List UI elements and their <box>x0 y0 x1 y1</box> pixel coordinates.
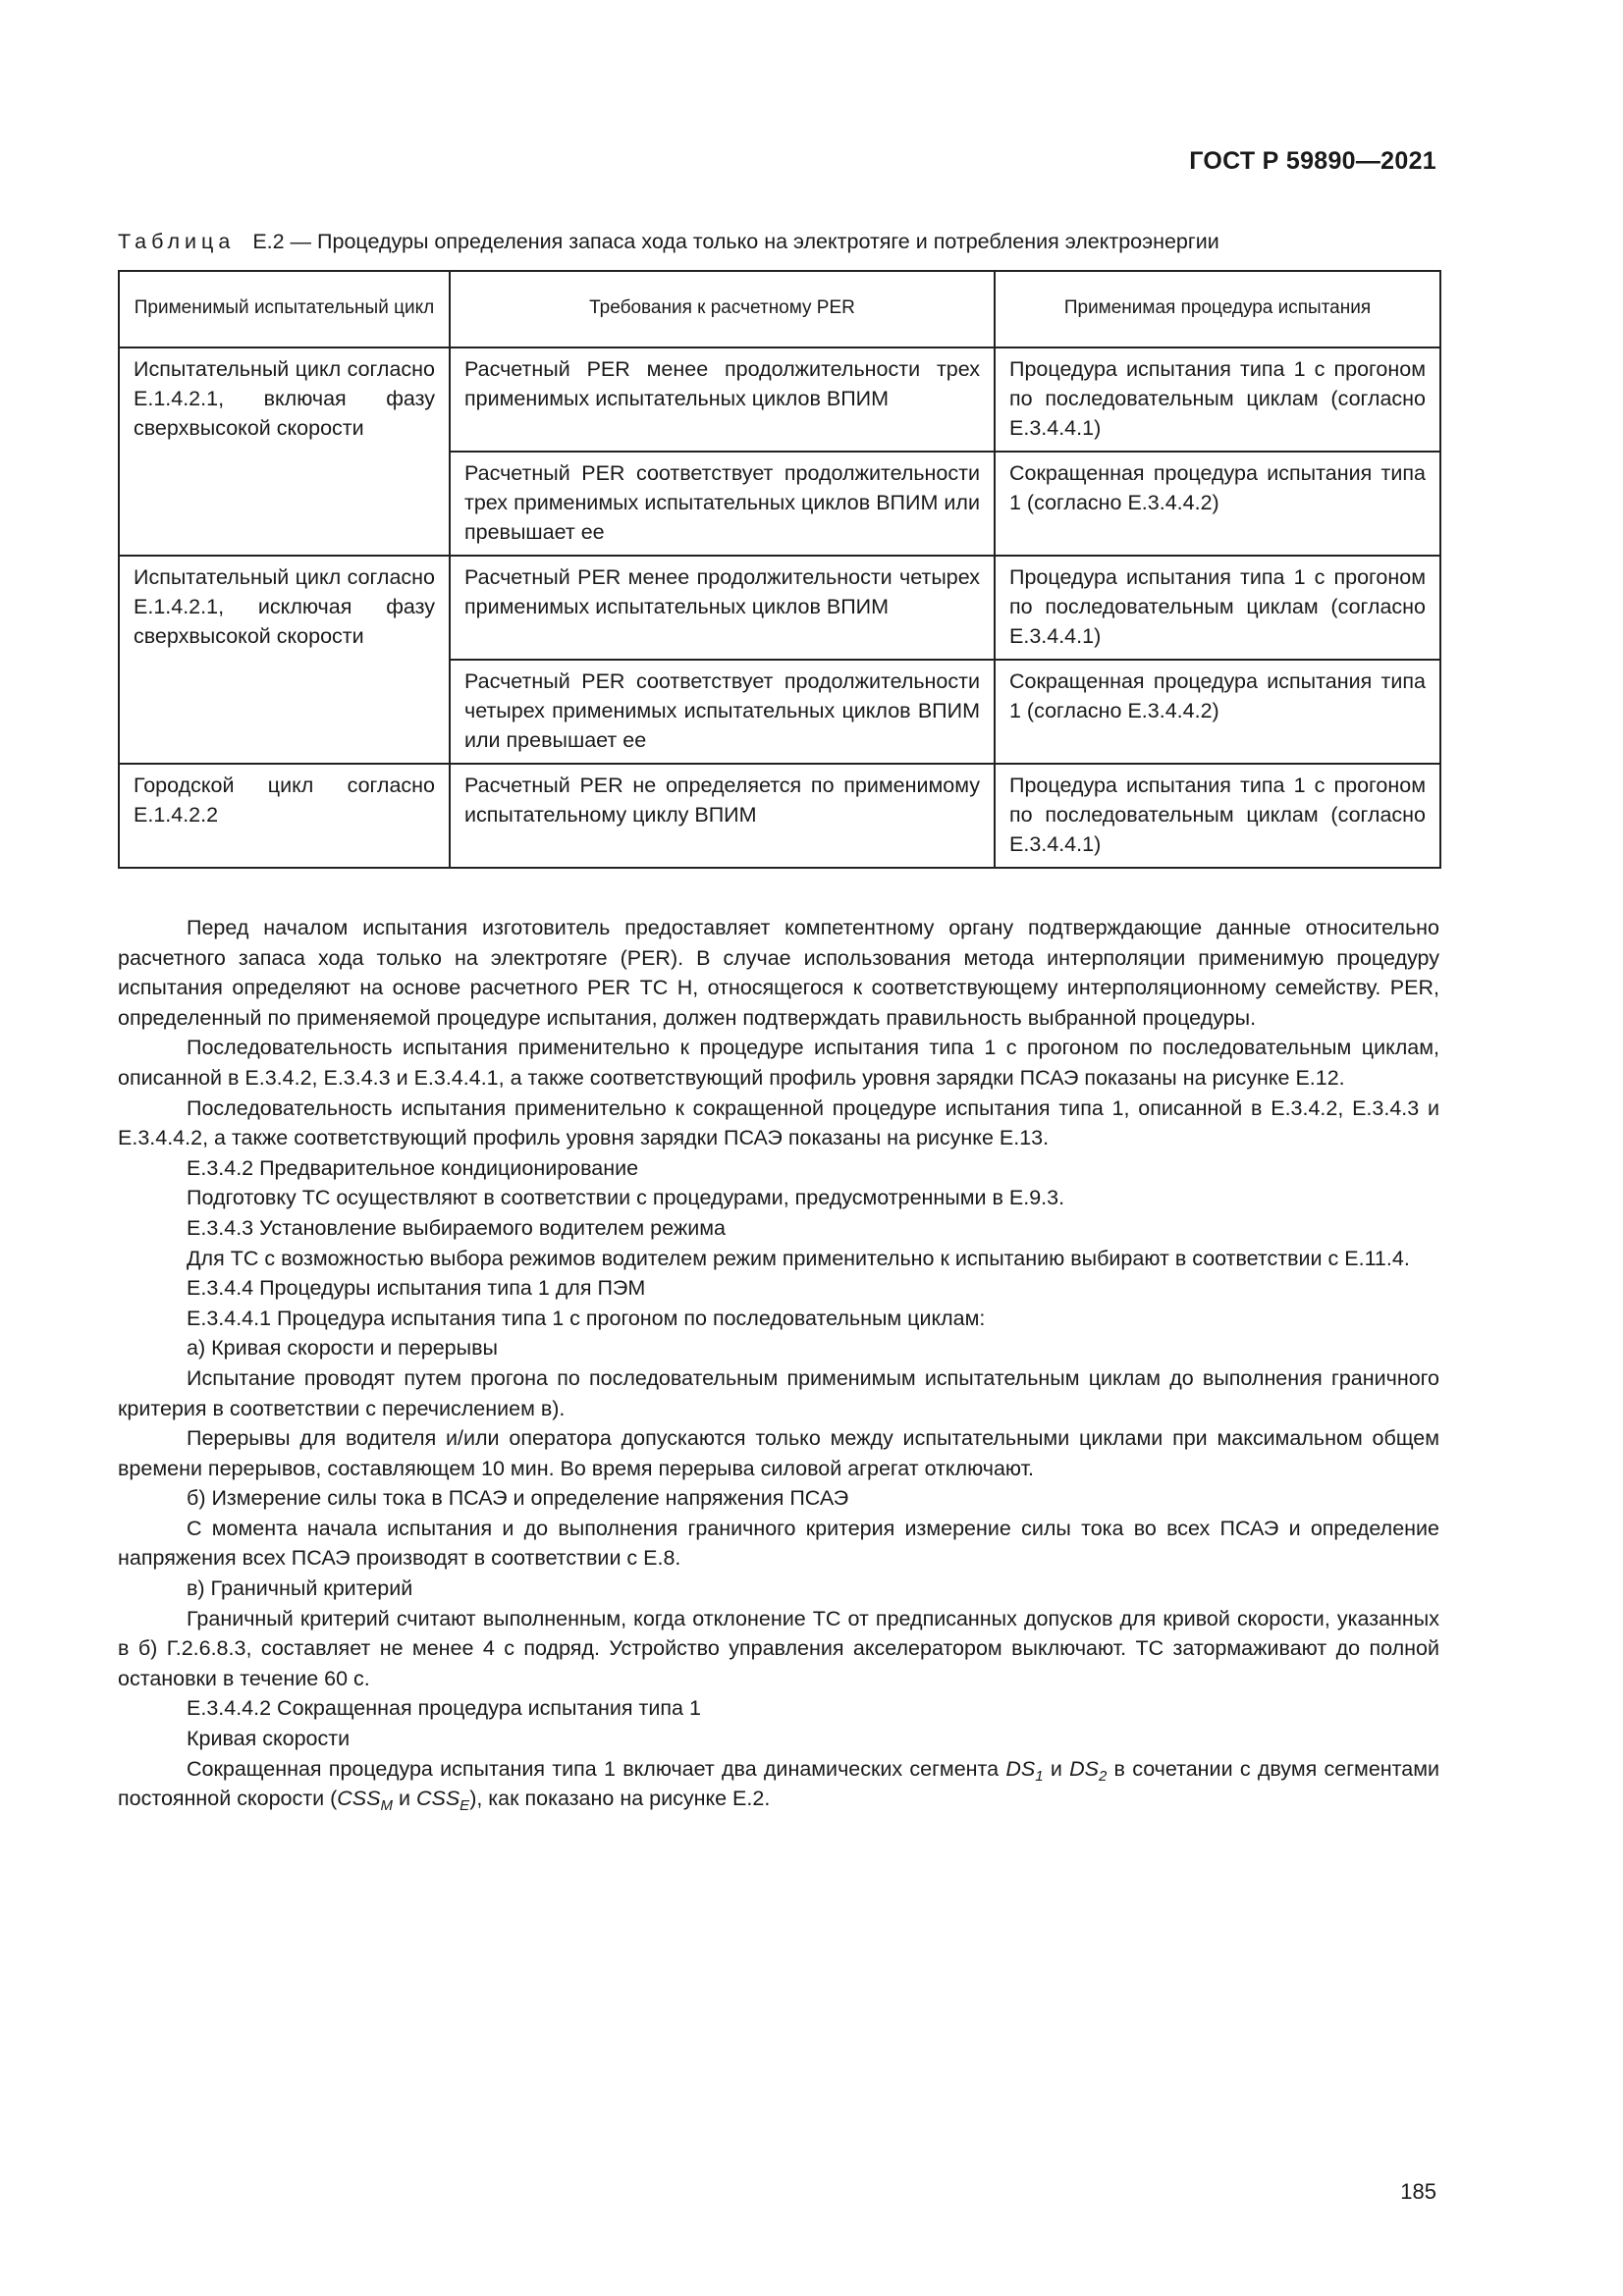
body-text <box>118 913 1439 1814</box>
table-caption <box>118 230 1438 254</box>
cssm-symbol: $CSS_M$ <box>337 1787 393 1815</box>
section-heading: Е.3.4.2 Предварительное кондиционирование <box>187 1155 639 1180</box>
column-header-procedure: Применимая процедура испытания <box>995 271 1440 347</box>
requirement-cell: Расчетный PER не определяется по применимому испытательному циклу ВПИМ <box>450 764 995 868</box>
table-header-row <box>119 271 1440 347</box>
paragraph: Для ТС с возможностью выбора режимов водителем режим применительно к испытанию выбирают в соответствии с Е.11.4. <box>187 1246 1410 1270</box>
procedure-cell: Процедура испытания типа 1 с прогоном по последовательным циклам (согласно Е.3.4.4.1) <box>995 764 1440 868</box>
column-header-requirement: Требования к расчетному PER <box>450 271 995 347</box>
final-paragraph: Сокращенная процедура испытания типа 1 включает два динамических сегмента $DS_1$ и $DS_2$ в сочетании с двумя сегментами постоянной скорости ($CSS_M$ и $CSS_E$), как показано на рисунке Е.2. <box>118 1756 1439 1815</box>
ds2-symbol: $DS_2$ <box>1069 1756 1108 1785</box>
table-row <box>119 347 1440 452</box>
paragraph: Кривая скорости <box>187 1727 351 1751</box>
section-heading: Е.3.4.3 Установление выбираемого водителем режима <box>187 1215 726 1240</box>
cycle-cell: Испытательный цикл согласно Е.1.4.2.1, включая фазу сверхвысокой скорости <box>119 347 450 556</box>
list-item-heading: б) Измерение силы тока в ПСАЭ и определение напряжения ПСАЭ <box>187 1486 849 1511</box>
paragraph: Перед началом испытания изготовитель предоставляет компетентному органу подтверждающие данные относительно расчетного запаса хода только на электротяге (PER). В случае использования метода интерполяции применимую процедуру испытания определяют на основе расчетного PER ТС H, относящегося к соответствующему интерполяционному семейству. PER, определенный по применяемой процедуре испытания, должен подтверждать правильность выбранной процедуры. <box>118 916 1439 1030</box>
requirement-cell: Расчетный PER соответствует продолжительности четырех применимых испытательных циклов ВПИМ или превышает ее <box>450 660 995 764</box>
ds1-symbol: $DS_1$ <box>1005 1756 1044 1785</box>
procedure-cell: Сокращенная процедура испытания типа 1 (согласно Е.3.4.4.2) <box>995 452 1440 556</box>
csse-symbol: $CSS_E$ <box>415 1787 470 1815</box>
procedure-cell: Сокращенная процедура испытания типа 1 (согласно Е.3.4.4.2) <box>995 660 1440 764</box>
list-item-heading: в) Граничный критерий <box>187 1576 413 1601</box>
cycle-cell: Городской цикл согласно Е.1.4.2.2 <box>119 764 450 868</box>
section-heading: Е.3.4.4.2 Сокращенная процедура испытания типа 1 <box>187 1696 701 1721</box>
procedure-cell: Процедура испытания типа 1 с прогоном по последовательным циклам (согласно Е.3.4.4.1) <box>995 347 1440 452</box>
table-row <box>119 556 1440 660</box>
cycle-cell: Испытательный цикл согласно Е.1.4.2.1, исключая фазу сверхвысокой скорости <box>119 556 450 764</box>
page-number: 185 <box>1400 2179 1436 2204</box>
paragraph: Последовательность испытания применительно к процедуре испытания типа 1 с прогоном по последовательным циклам, описанной в Е.3.4.2, Е.3.4.3 и Е.3.4.4.1, а также соответствующий профиль уровня зарядки ПСАЭ показаны на рисунке Е.12. <box>118 1036 1439 1090</box>
requirement-cell: Расчетный PER соответствует продолжительности трех применимых испытательных циклов ВПИМ или превышает ее <box>450 452 995 556</box>
header-standard-code: ГОСТ Р 59890—2021 <box>1189 147 1436 175</box>
paragraph: Последовательность испытания применительно к сокращенной процедуре испытания типа 1, описанной в Е.3.4.2, Е.3.4.3 и Е.3.4.4.2, а также соответствующий профиль уровня зарядки ПСАЭ показаны на рисунке Е.13. <box>118 1095 1439 1150</box>
paragraph: Подготовку ТС осуществляют в соответствии с процедурами, предусмотренными в Е.9.3. <box>187 1186 1065 1210</box>
procedure-cell: Процедура испытания типа 1 с прогоном по последовательным циклам (согласно Е.3.4.4.1) <box>995 556 1440 660</box>
procedures-table <box>118 270 1441 869</box>
table-row <box>119 764 1440 868</box>
list-item-heading: а) Кривая скорости и перерывы <box>187 1336 498 1361</box>
requirement-cell: Расчетный PER менее продолжительности четырех применимых испытательных циклов ВПИМ <box>450 556 995 660</box>
paragraph: Граничный критерий считают выполненным, когда отклонение ТС от предписанных допусков для кривой скорости, указанных в б) Г.2.6.8.3, составляет не менее 4 с подряд. Устройство управления акселератором выключают. ТС затормаживают до полной остановки в течение 60 с. <box>118 1606 1439 1690</box>
column-header-cycle: Применимый испытательный цикл <box>119 271 450 347</box>
paragraph: С момента начала испытания и до выполнения граничного критерия измерение силы тока во всех ПСАЭ и определение напряжения всех ПСАЭ производят в соответствии с Е.8. <box>118 1516 1439 1571</box>
table-caption-label: Таблица <box>118 230 236 253</box>
paragraph: Испытание проводят путем прогона по последовательным применимым испытательным циклам до выполнения граничного критерия в соответствии с перечислением в). <box>118 1365 1439 1420</box>
section-heading: Е.3.4.4 Процедуры испытания типа 1 для ПЭМ <box>187 1276 646 1301</box>
table-caption-text: Е.2 — Процедуры определения запаса хода только на электротяге и потребления электроэнергии <box>252 230 1219 253</box>
section-heading: Е.3.4.4.1 Процедура испытания типа 1 с прогоном по последовательным циклам: <box>187 1306 986 1330</box>
requirement-cell: Расчетный PER менее продолжительности трех применимых испытательных циклов ВПИМ <box>450 347 995 452</box>
paragraph: Перерывы для водителя и/или оператора допускаются только между испытательными циклами при максимальном общем времени перерывов, составляющем 10 мин. Во время перерыва силовой агрегат отключают. <box>118 1426 1439 1480</box>
